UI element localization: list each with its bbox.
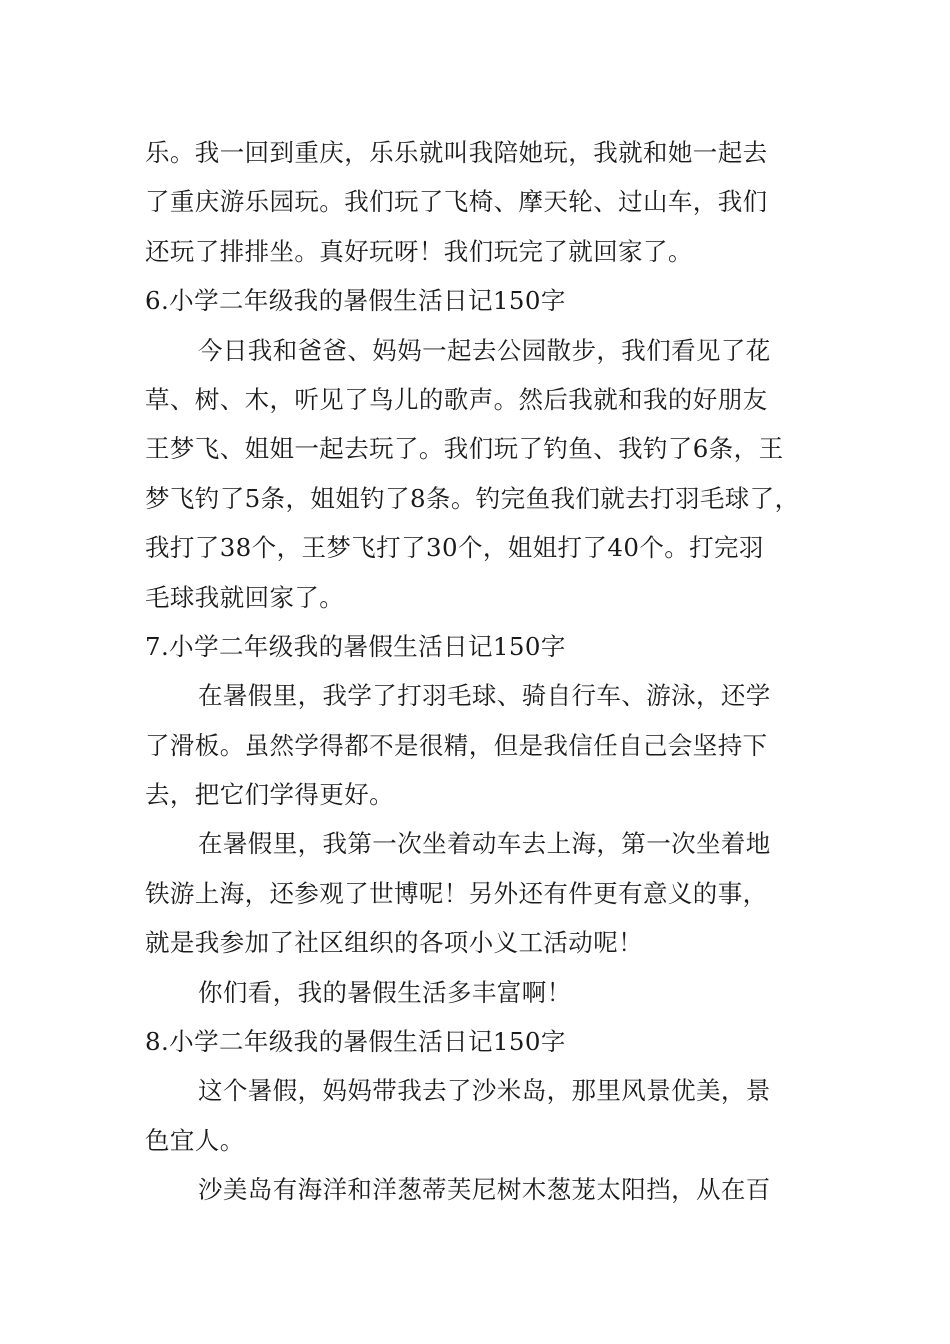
text-line: 铁游上海，还参观了世博呢！另外还有件更有意义的事， bbox=[145, 878, 768, 908]
text-line: 毛球我就回家了。 bbox=[145, 582, 345, 612]
text-line: 梦飞钓了5条，姐姐钓了8条。钓完鱼我们就去打羽毛球了， bbox=[145, 483, 800, 513]
text-line: 还玩了排排坐。真好玩呀！我们玩完了就回家了。 bbox=[145, 236, 693, 266]
section-heading: 8.小学二年级我的暑假生活日记150字 bbox=[145, 1027, 566, 1057]
paragraph-first-line: 在暑假里，我第一次坐着动车去上海，第一次坐着地 bbox=[198, 829, 771, 859]
text-line: 乐。我一回到重庆，乐乐就叫我陪她玩，我就和她一起去 bbox=[145, 138, 768, 167]
text-line: 草、树、木，听见了鸟儿的歌声。然后我就和我的好朋友 bbox=[145, 384, 768, 414]
text-line: 了滑板。虽然学得都不是很精，但是我信任自己会坚持下 bbox=[145, 730, 768, 760]
section-heading: 7.小学二年级我的暑假生活日记150字 bbox=[145, 631, 566, 661]
text-line: 我打了38个，王梦飞打了30个，姐姐打了40个。打完羽 bbox=[145, 533, 764, 563]
paragraph-first-line: 这个暑假，妈妈带我去了沙米岛，那里风景优美，景 bbox=[198, 1076, 771, 1106]
section-heading: 6.小学二年级我的暑假生活日记150字 bbox=[145, 286, 566, 316]
paragraph-first-line: 沙美岛有海洋和洋葱蒂芙尼树木葱茏太阳挡，从在百 bbox=[198, 1175, 771, 1205]
paragraph-first-line: 在暑假里，我学了打羽毛球、骑自行车、游泳，还学 bbox=[198, 681, 771, 711]
text-line: 了重庆游乐园玩。我们玩了飞椅、摩天轮、过山车，我们 bbox=[145, 187, 768, 217]
text-line: 王梦飞、姐姐一起去玩了。我们玩了钓鱼、我钓了6条，王 bbox=[145, 434, 784, 464]
text-line: 就是我参加了社区组织的各项小义工活动呢！ bbox=[145, 928, 643, 958]
paragraph-first-line: 你们看，我的暑假生活多丰富啊！ bbox=[198, 977, 572, 1007]
paragraph-first-line: 今日我和爸爸、妈妈一起去公园散步，我们看见了花 bbox=[198, 335, 771, 365]
text-line: 去，把它们学得更好。 bbox=[145, 780, 394, 810]
text-line: 色宜人。 bbox=[145, 1125, 245, 1155]
document-body bbox=[145, 128, 815, 1215]
